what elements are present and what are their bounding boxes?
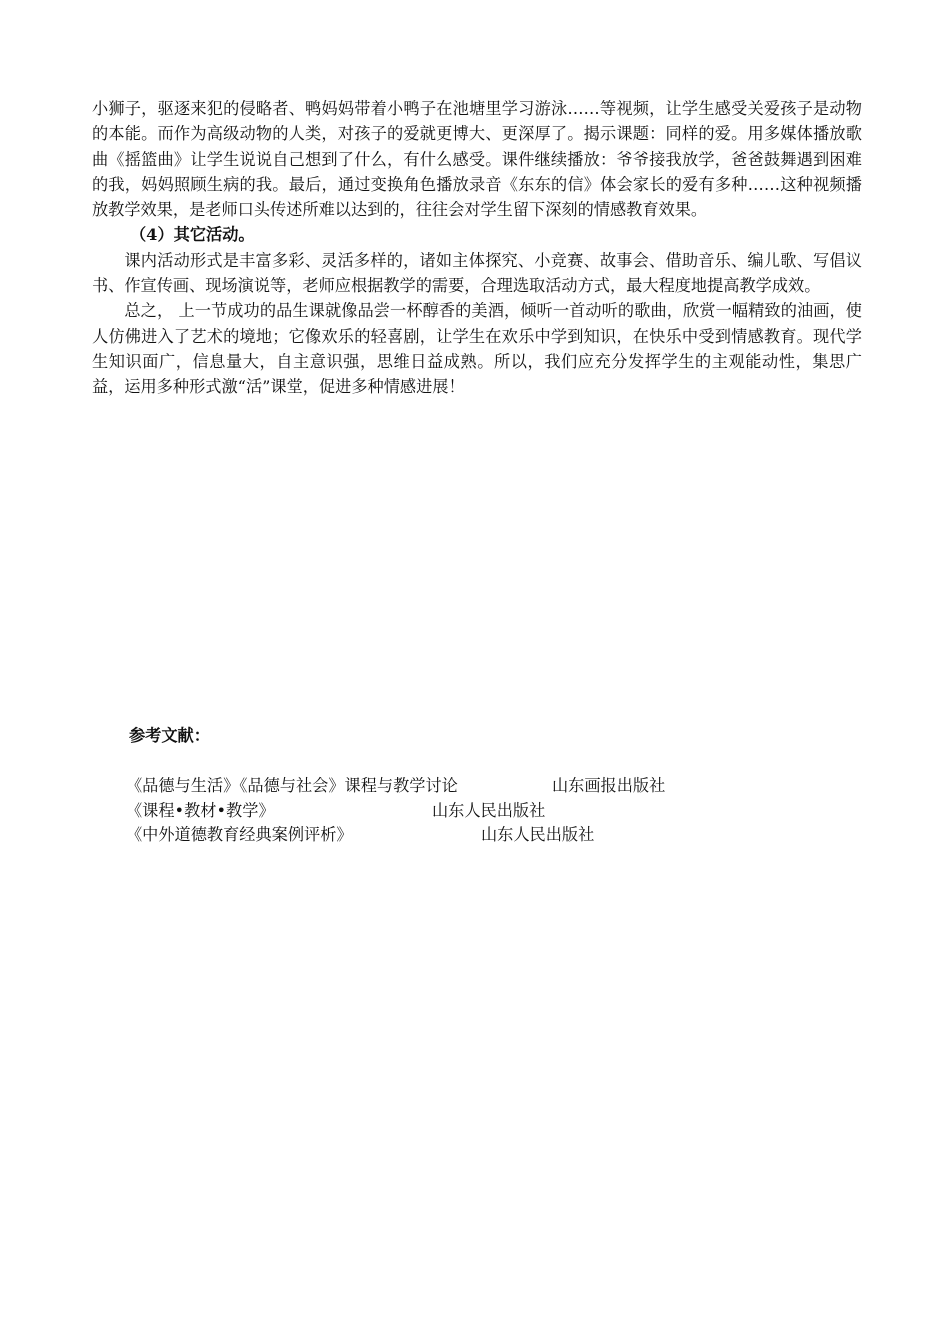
references-title: 参考文献： (129, 726, 210, 745)
reference-title: 《品德与生活》《品德与社会》课程与教学讨论 (126, 776, 458, 795)
reference-title: 《中外道德教育经典案例评析》 (126, 825, 353, 844)
paragraph-video-examples: 小狮子，驱逐来犯的侵略者、鸭妈妈带着小鸭子在池塘里学习游泳……等视频，让学生感受关爱孩子是动物的本能。而作为高级动物的人类，对孩子的爱就更博大、更深厚了。揭示课题：同样的爱。用多媒体播放歌曲《摇篮曲》让学生说说自己想到了什么，有什么感受。课件继续播放：爷爷接我放学，爸爸鼓舞遇到困难的我，妈妈照顾生病的我。最后，通过变换角色播放录音《东东的信》体会家长的爱有多种……这种视频播放教学效果，是老师口头传述所难以达到的，往往会对学生留下深刻的情感教育效果。 (92, 99, 862, 220)
reference-title: 《课程•教材•教学》 (126, 800, 275, 820)
reference-publisher: 山东画报出版社 (552, 776, 666, 795)
reference-publisher: 山东人民出版社 (432, 800, 546, 820)
paragraph-activity-forms: 课内活动形式是丰富多彩、灵活多样的，诸如主体探究、小竞赛、故事会、借助音乐、编儿歌、写倡议书、作宣传画、现场演说等，老师应根据教学的需要，合理选取活动方式，最大程度地提高教学成效。 (92, 250, 862, 296)
reference-publisher: 山东人民出版社 (481, 825, 595, 844)
paragraph-conclusion: 总之， 上一节成功的品生课就像品尝一杯醇香的美酒，倾听一首动听的歌曲，欣赏一幅精致的油画，使人仿佛进入了艺术的境地；它像欢乐的轻喜剧，让学生在欢乐中学到知识，在快乐中受到情感教育。现代学生知识面广，信息量大，自主意识强，思维日益成熟。所以，我们应充分发挥学生的主观能动性，集思广益，运用多种形式激“活”课堂，促进多种情感进展！ (92, 301, 862, 397)
section-heading-other-activities: （4）其它活动。 (130, 225, 255, 245)
body-text (92, 96, 862, 400)
